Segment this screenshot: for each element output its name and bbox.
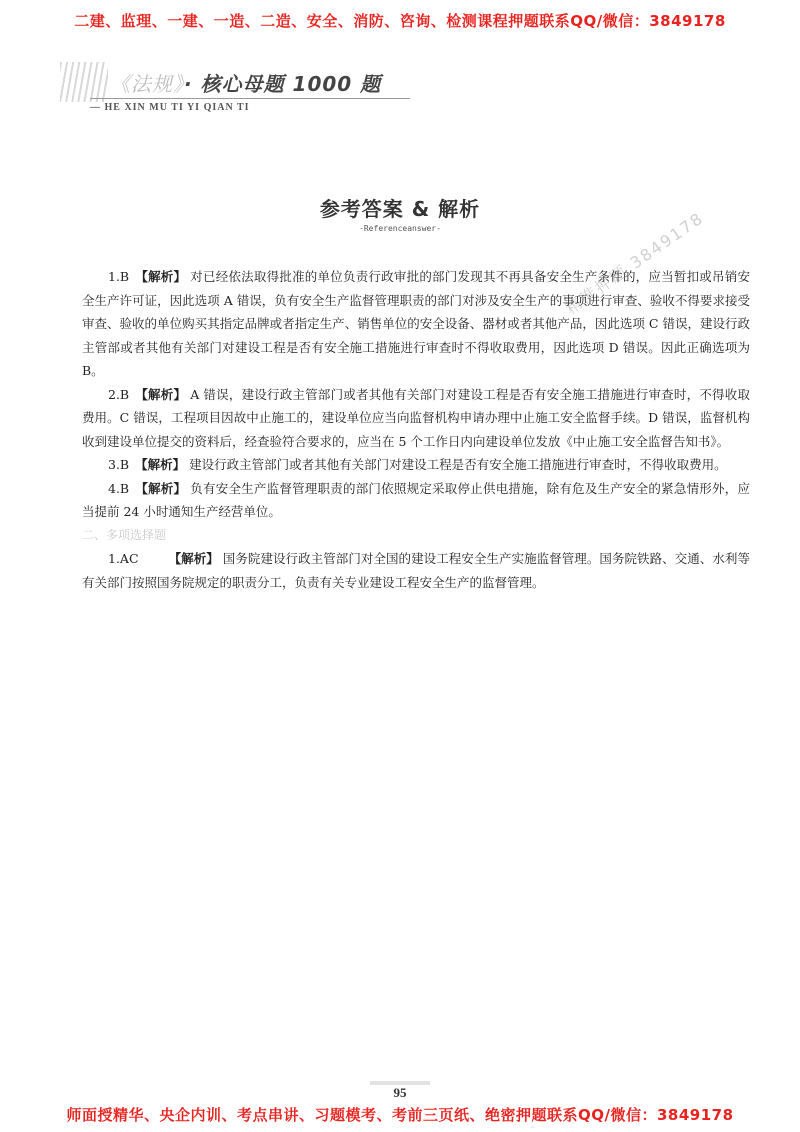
running-header <box>60 62 420 132</box>
answer-item <box>82 453 750 477</box>
analysis-tag: 【解析】 <box>135 457 186 472</box>
answer-number: 4.B <box>108 480 130 496</box>
diagonal-watermark: 精准押题 3849178 <box>561 208 708 319</box>
bottom-ad-banner: 师面授精华、央企内训、考点串讲、习题模考、考前三页纸、绝密押题联系QQ/微信：3849178 <box>66 1106 734 1124</box>
answer-number: 2.B <box>108 386 130 402</box>
answer-section-subtitle: -Referenceanswer- <box>359 224 441 233</box>
answer-number: 1.B <box>108 269 130 284</box>
header-rule <box>90 98 410 99</box>
analysis-text: 国务院建设行政主管部门对全国的建设工程安全生产实施监督管理。国务院铁路、交通、水利等有关部门按照国务院规定的职责分工，负责有关专业建设工程安全生产的监督管理。 <box>82 551 750 590</box>
answer-number: 1.AC <box>108 551 139 566</box>
analysis-tag: 【解析】 <box>135 480 187 496</box>
section-heading-multiple-choice: 二、多项选择题 <box>82 527 167 542</box>
book-title-pinyin: — HE XIN MU TI YI QIAN TI <box>90 102 250 113</box>
answer-number: 3.B <box>108 457 130 472</box>
analysis-text: 负有安全生产监督管理职责的部门依照规定采取停止供电措施，除有危及生产安全的紧急情形外，应当提前 24 小时通知生产经营单位。 <box>82 480 750 519</box>
page-number: 95 <box>393 1085 407 1100</box>
book-title-subject: 《法规》 <box>110 72 184 96</box>
book-title <box>110 68 381 97</box>
top-ad-banner: 二建、监理、一建、一造、二造、安全、消防、咨询、检测课程押题联系QQ/微信：3849178 <box>74 12 726 30</box>
answer-item <box>82 265 750 383</box>
answer-item <box>82 547 750 594</box>
analysis-tag: 【解析】 <box>135 269 187 284</box>
analysis-text: 对已经依法取得批准的单位负责行政审批的部门发现其不再具备安全生产条件的，应当暂扣或吊销安全生产许可证，因此选项 A 错误，负有安全生产监督管理职责的部门对涉及安全生产的事项进行审查、验收不得要求接受审查、验收的单位购买其指定品牌或者指定生产、销售单位的安全设备、器材或者其他产品，因此选项 C 错误，建设行政主管部或者其他有关部门对建设工程是否有安全施工措施进行审查时不得收取费用，因此选项 D 错误。因此正确选项为 B。 <box>82 269 750 378</box>
answer-section-title: 参考答案 & 解析 <box>319 197 481 221</box>
book-title-series: · 核心母题 1000 题 <box>184 72 382 96</box>
analysis-tag: 【解析】 <box>135 386 187 402</box>
header-stripe-decoration <box>60 62 108 102</box>
analysis-text: 建设行政主管部门或者其他有关部门对建设工程是否有安全施工措施进行审查时，不得收取费用。 <box>189 457 727 472</box>
analysis-text: A 错误，建设行政主管部门或者其他有关部门对建设工程是否有安全施工措施进行审查时，不得收取费用。C 错误，工程项目因故中止施工的，建设单位应当向监督机构申请办理中止施工安全监督手续。D 错误，监督机构收到建设单位提交的资料后，经查验符合要求的，应当在 5 个工作日内向建设单位发放《中止施工安全监督告知书》。 <box>82 386 750 449</box>
answer-item <box>82 383 750 454</box>
answer-content <box>82 265 750 594</box>
analysis-tag: 【解析】 <box>168 551 219 566</box>
answer-item <box>82 477 750 524</box>
